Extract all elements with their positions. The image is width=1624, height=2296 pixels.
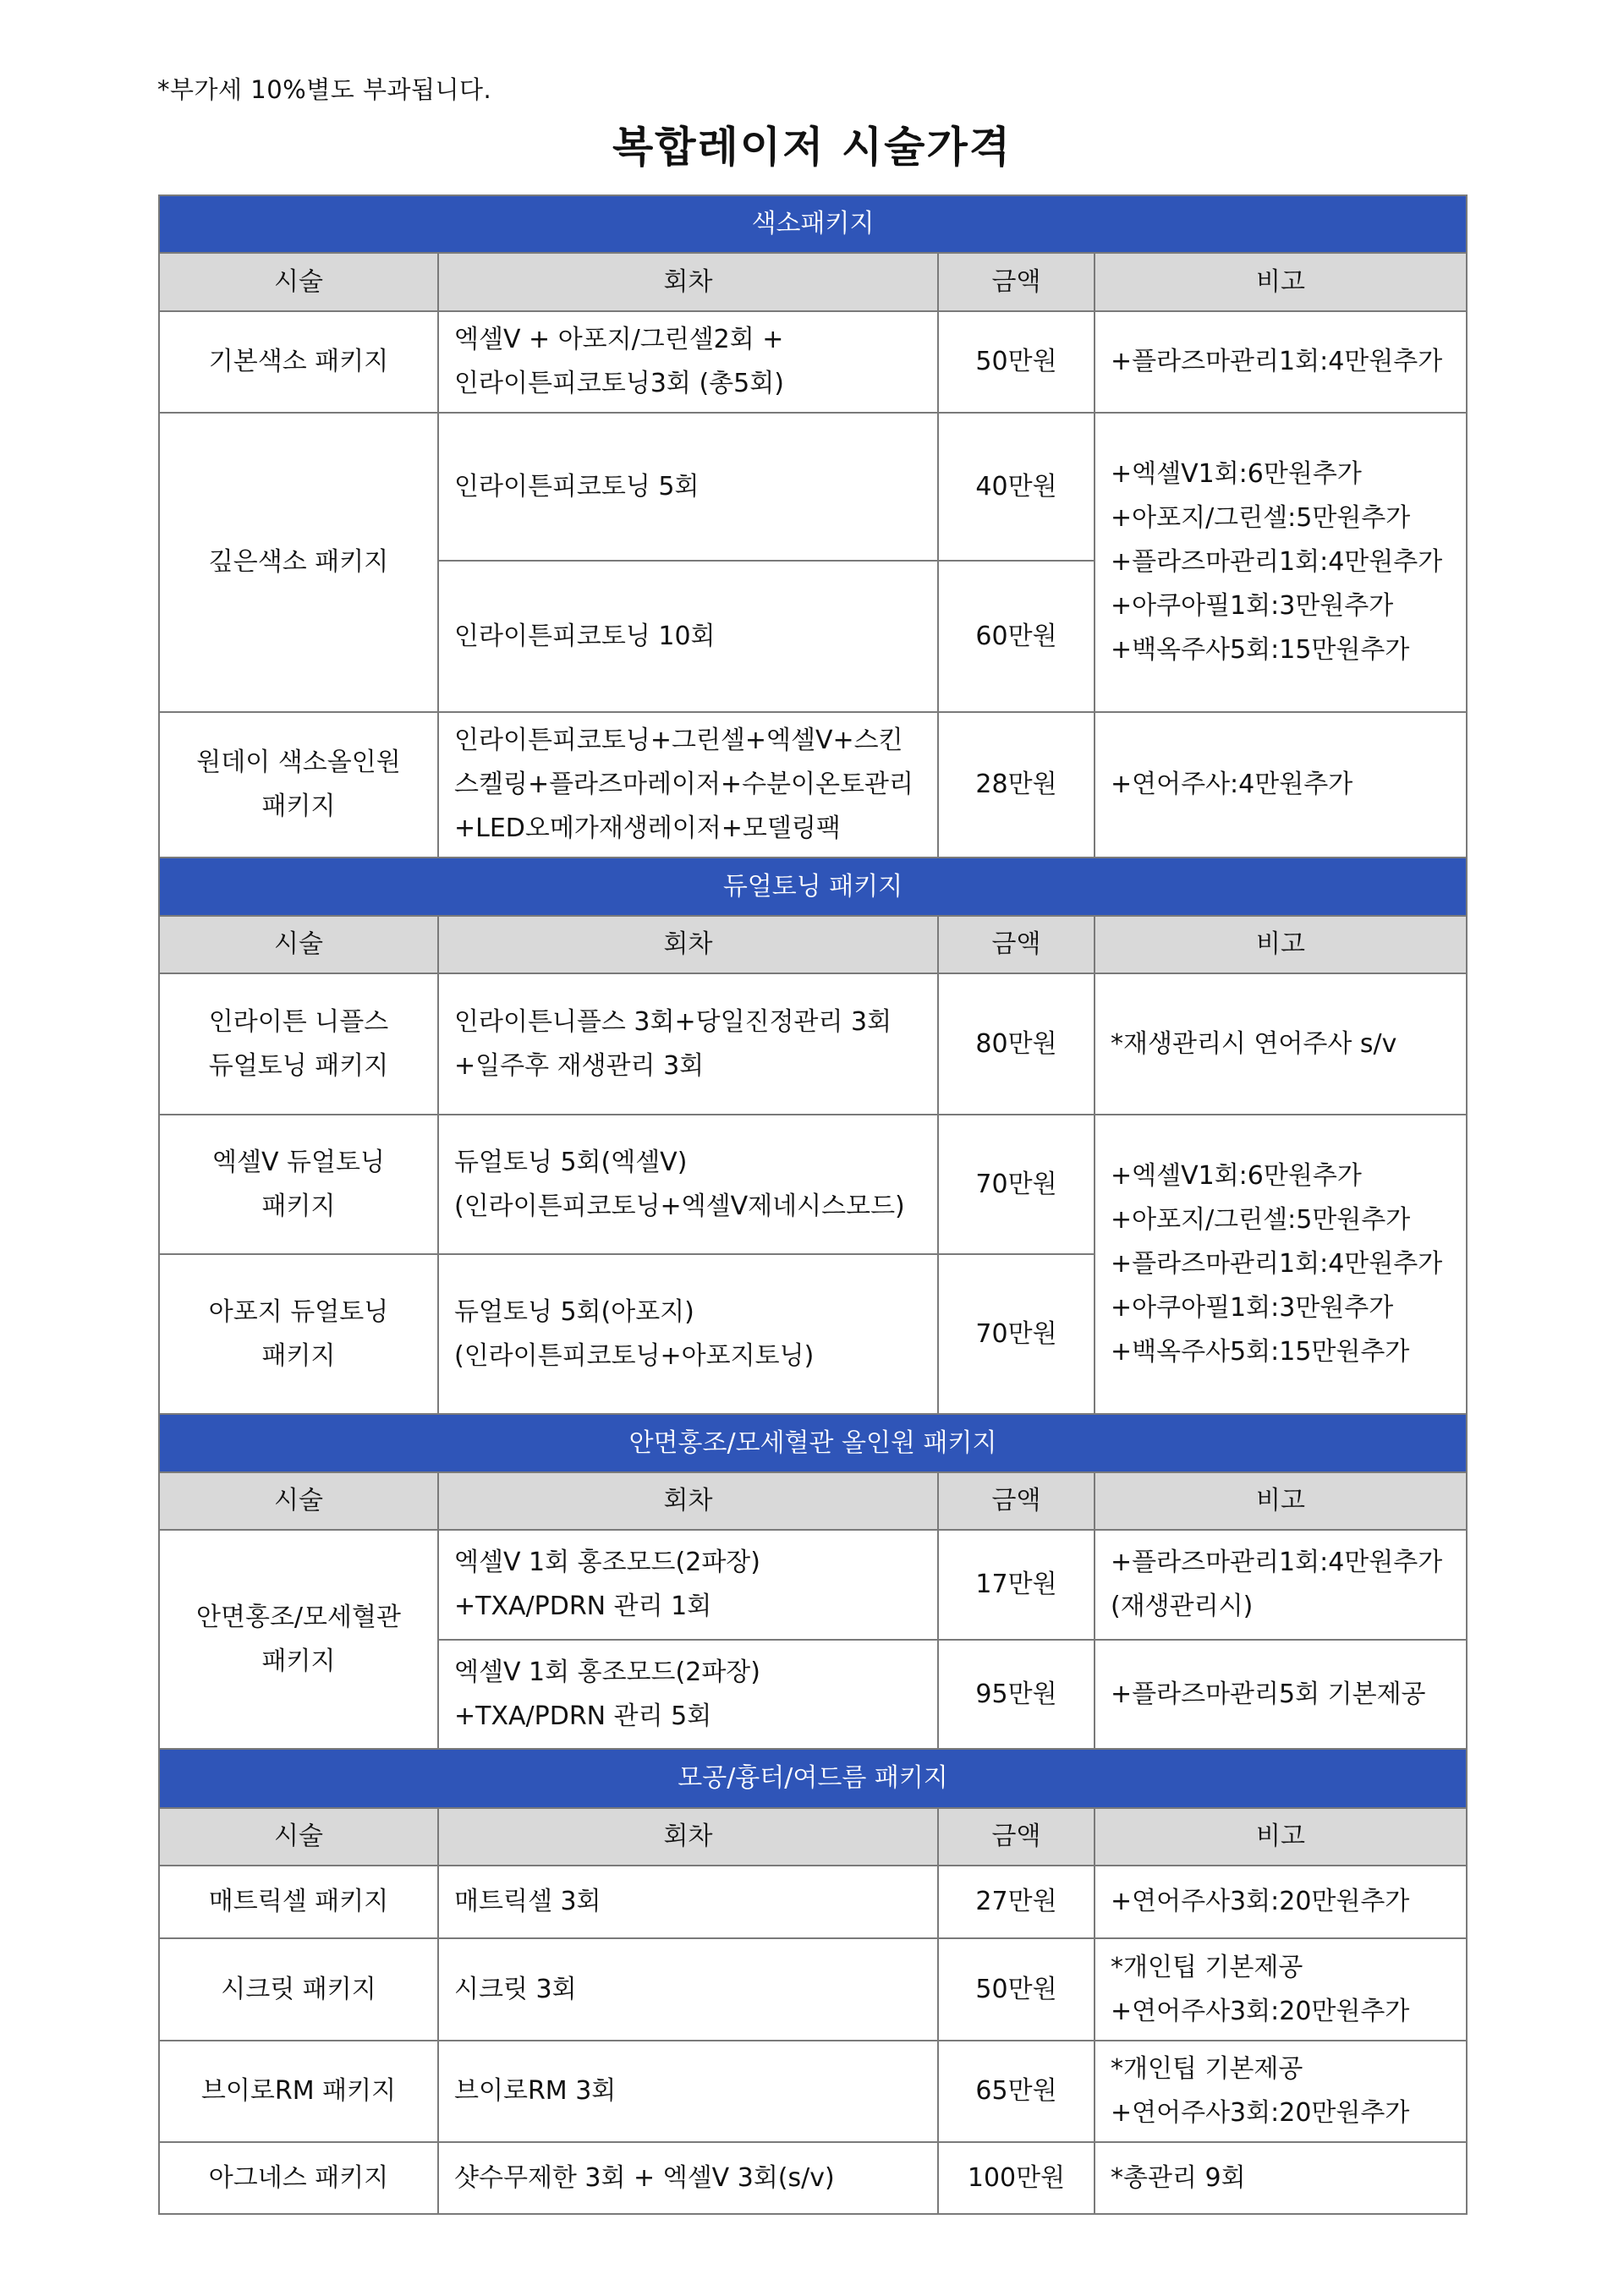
col-header-treatment: 시술 (159, 1808, 438, 1866)
sessions-cell: 인라이튼피코토닝+그린셀+엑셀V+스킨 스켈링+플라즈마레이저+수분이온토관리 +LED오메가재생레이저+모델링팩 (438, 712, 938, 858)
col-header-treatment: 시술 (159, 253, 438, 311)
table-row (159, 1530, 1467, 1640)
treatment-cell: 아그네스 패키지 (159, 2142, 438, 2214)
table-row (159, 1938, 1467, 2041)
price-cell: 28만원 (938, 712, 1095, 858)
col-header-treatment: 시술 (159, 916, 438, 973)
col-header-notes: 비고 (1095, 1808, 1467, 1866)
price-cell: 40만원 (938, 413, 1095, 561)
table-row (159, 311, 1467, 413)
col-header-price: 금액 (938, 253, 1095, 311)
section-title: 안면홍조/모세혈관 올인원 패키지 (159, 1414, 1467, 1472)
column-header-row (159, 253, 1467, 311)
sessions-cell: 인라이튼피코토닝 5회 (438, 413, 938, 561)
col-header-sessions: 회차 (438, 916, 938, 973)
col-header-notes: 비고 (1095, 253, 1467, 311)
treatment-cell: 엑셀V 듀얼토닝 패키지 (159, 1115, 438, 1254)
sessions-cell: 듀얼토닝 5회(엑셀V) (인라이튼피코토닝+엑셀V제네시스모드) (438, 1115, 938, 1254)
section-title: 듀얼토닝 패키지 (159, 858, 1467, 916)
table-row (159, 973, 1467, 1115)
price-cell: 17만원 (938, 1530, 1095, 1640)
price-cell: 27만원 (938, 1866, 1095, 1938)
column-header-row (159, 1808, 1467, 1866)
treatment-cell: 인라이튼 니플스 듀얼토닝 패키지 (159, 973, 438, 1115)
sessions-cell: 시크릿 3회 (438, 1938, 938, 2041)
notes-cell: +플라즈마관리5회 기본제공 (1095, 1640, 1467, 1749)
table-row (159, 2041, 1467, 2142)
col-header-sessions: 회차 (438, 253, 938, 311)
col-header-notes: 비고 (1095, 916, 1467, 973)
sessions-cell: 듀얼토닝 5회(아포지) (인라이튼피코토닝+아포지토닝) (438, 1254, 938, 1414)
price-cell: 100만원 (938, 2142, 1095, 2214)
notes-cell: +엑셀V1회:6만원추가 +아포지/그린셀:5만원추가 +플라즈마관리1회:4만원추가 +아쿠아필1회:3만원추가 +백옥주사5회:15만원추가 (1095, 1115, 1467, 1414)
price-cell: 65만원 (938, 2041, 1095, 2142)
treatment-cell: 원데이 색소올인원 패키지 (159, 712, 438, 858)
notes-cell: +플라즈마관리1회:4만원추가 (재생관리시) (1095, 1530, 1467, 1640)
notes-cell: +엑셀V1회:6만원추가 +아포지/그린셀:5만원추가 +플라즈마관리1회:4만원추가 +아쿠아필1회:3만원추가 +백옥주사5회:15만원추가 (1095, 413, 1467, 712)
table-row (159, 2142, 1467, 2214)
sessions-cell: 인라이튼피코토닝 10회 (438, 561, 938, 712)
price-cell: 80만원 (938, 973, 1095, 1115)
notes-cell: *개인팁 기본제공 +연어주사3회:20만원추가 (1095, 2041, 1467, 2142)
col-header-price: 금액 (938, 916, 1095, 973)
treatment-cell: 안면홍조/모세혈관 패키지 (159, 1530, 438, 1749)
sessions-cell: 엑셀V 1회 홍조모드(2파장) +TXA/PDRN 관리 1회 (438, 1530, 938, 1640)
section-header-redness (159, 1414, 1467, 1472)
price-cell: 70만원 (938, 1254, 1095, 1414)
sessions-cell: 엑셀V + 아포지/그린셀2회 + 인라이튼피코토닝3회 (총5회) (438, 311, 938, 413)
treatment-cell: 기본색소 패키지 (159, 311, 438, 413)
treatment-cell: 시크릿 패키지 (159, 1938, 438, 2041)
section-title: 모공/흉터/여드름 패키지 (159, 1749, 1467, 1808)
col-header-sessions: 회차 (438, 1472, 938, 1530)
notes-cell: +플라즈마관리1회:4만원추가 (1095, 311, 1467, 413)
table-row (159, 712, 1467, 858)
col-header-price: 금액 (938, 1808, 1095, 1866)
col-header-price: 금액 (938, 1472, 1095, 1530)
sessions-cell: 인라이튼니플스 3회+당일진정관리 3회 +일주후 재생관리 3회 (438, 973, 938, 1115)
treatment-cell: 아포지 듀얼토닝 패키지 (159, 1254, 438, 1414)
section-header-pigment (159, 195, 1467, 253)
notes-cell: +연어주사3회:20만원추가 (1095, 1866, 1467, 1938)
column-header-row (159, 1472, 1467, 1530)
page-title: 복합레이저 시술가격 (612, 123, 1012, 172)
sessions-cell: 엑셀V 1회 홍조모드(2파장) +TXA/PDRN 관리 5회 (438, 1640, 938, 1749)
table-row (159, 1115, 1467, 1254)
price-table (158, 195, 1468, 2215)
price-cell: 95만원 (938, 1640, 1095, 1749)
treatment-cell: 브이로RM 패키지 (159, 2041, 438, 2142)
notes-cell: *개인팁 기본제공 +연어주사3회:20만원추가 (1095, 1938, 1467, 2041)
table-row (159, 1866, 1467, 1938)
section-header-dual-toning (159, 858, 1467, 916)
treatment-cell: 매트릭셀 패키지 (159, 1866, 438, 1938)
sessions-cell: 샷수무제한 3회 + 엑셀V 3회(s/v) (438, 2142, 938, 2214)
column-header-row (159, 916, 1467, 973)
notes-cell: *총관리 9회 (1095, 2142, 1467, 2214)
notes-cell: +연어주사:4만원추가 (1095, 712, 1467, 858)
price-cell: 50만원 (938, 1938, 1095, 2041)
price-cell: 70만원 (938, 1115, 1095, 1254)
vat-notice: *부가세 10%별도 부과됩니다. (157, 75, 492, 104)
section-title: 색소패키지 (159, 195, 1467, 253)
notes-cell: *재생관리시 연어주사 s/v (1095, 973, 1467, 1115)
table-row (159, 413, 1467, 561)
sessions-cell: 브이로RM 3회 (438, 2041, 938, 2142)
treatment-cell: 깊은색소 패키지 (159, 413, 438, 712)
section-header-pores-scars-acne (159, 1749, 1467, 1808)
col-header-notes: 비고 (1095, 1472, 1467, 1530)
sessions-cell: 매트릭셀 3회 (438, 1866, 938, 1938)
price-cell: 60만원 (938, 561, 1095, 712)
col-header-treatment: 시술 (159, 1472, 438, 1530)
col-header-sessions: 회차 (438, 1808, 938, 1866)
price-cell: 50만원 (938, 311, 1095, 413)
